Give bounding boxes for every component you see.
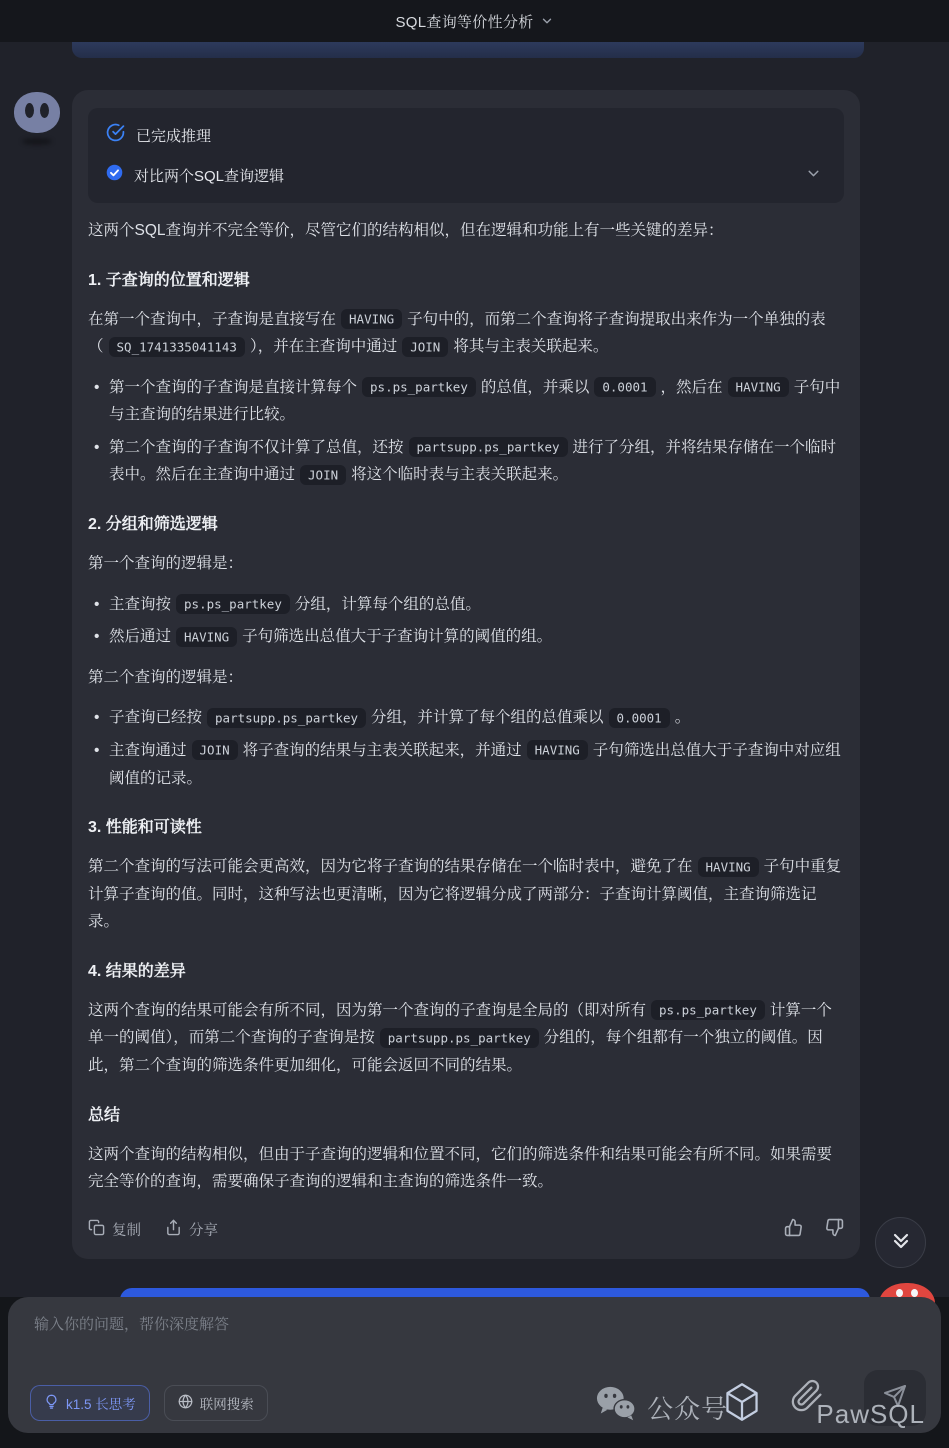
text-segment: 计算一个单一的阈值），而第二个查询的子查询是按 (88, 1001, 832, 1047)
paragraph (88, 550, 844, 578)
paragraph (88, 664, 844, 692)
inline-code: HAVING (341, 309, 402, 329)
text-segment: 分组，并计算了每个组的总值乘以 (371, 709, 604, 727)
inline-code: ps.ps_partkey (176, 594, 290, 614)
text-segment: 分组，计算每个组的总值。 (294, 595, 481, 613)
text-segment: ，然后在 (660, 378, 723, 396)
text-segment: 子句中重复计算子查询的值。同时，这种写法也更清晰，因为它将逻辑分成了两部分：子查询计算阈值，主查询筛选记录。 (88, 858, 842, 931)
inline-code: JOIN (300, 465, 346, 485)
avatar-eye (896, 1289, 903, 1297)
inline-code: partsupp.ps_partkey (207, 708, 366, 728)
text-segment: 进行了分组，并将结果存储在一个临时表中。然后在主查询中通过 (109, 438, 837, 484)
thumbs-down-icon (825, 1218, 844, 1241)
share-label: 分享 (189, 1222, 218, 1239)
inline-code: JOIN (192, 740, 238, 760)
message-input[interactable] (34, 1313, 894, 1383)
list-item (88, 704, 844, 732)
send-button[interactable] (864, 1370, 926, 1426)
text-segment: 子句中的，而第二个查询将子查询提取出来作为一个单独的表（ (88, 310, 826, 356)
reasoning-step-row[interactable] (106, 164, 826, 186)
reasoning-panel[interactable] (88, 108, 844, 203)
inline-code: HAVING (176, 627, 237, 647)
watermark-wechat-label: 公众号 (647, 1394, 729, 1424)
inline-code: partsupp.ps_partkey (380, 1028, 539, 1048)
copy-icon (88, 1219, 105, 1240)
section-heading: 4. 结果的差异 (88, 962, 186, 980)
list-item (88, 374, 844, 429)
conversation-title: SQL查询等价性分析 (395, 13, 534, 31)
assistant-message-card (72, 90, 860, 1259)
inline-code: HAVING (728, 377, 789, 397)
inline-code: ps.ps_partkey (362, 377, 476, 397)
inline-code: ps.ps_partkey (651, 1000, 765, 1020)
bullet-list (88, 591, 844, 651)
share-icon (165, 1219, 182, 1240)
text-segment: 将子查询的结果与主表关联起来，并通过 (242, 741, 522, 759)
inline-code: SQ_1741335041143 (109, 337, 245, 357)
thumbs-down-button[interactable] (825, 1218, 844, 1241)
inline-code: JOIN (402, 337, 448, 357)
section-heading: 总结 (88, 1106, 121, 1124)
paper-plane-icon (883, 1384, 907, 1413)
text-segment: 子查询已经按 (109, 709, 203, 727)
text-segment: 将这个临时表与主表关联起来。 (351, 466, 569, 484)
paragraph (88, 853, 844, 936)
double-chevron-down-icon (889, 1228, 913, 1257)
text-segment: 然后通过 (109, 628, 172, 646)
check-circle-outline-icon (106, 123, 125, 147)
text-segment: 分组的，每个组都有一个独立的阈值。因此，第二个查询的筛选条件更加细化，可能会返回不同的结果。 (88, 1029, 823, 1074)
bullet-list (88, 374, 844, 489)
list-item (88, 737, 844, 792)
avatar-eye (911, 1289, 918, 1297)
watermark-brand-text: PawSQL (816, 1399, 925, 1429)
thumbs-up-icon (784, 1218, 803, 1241)
assistant-message-content (88, 217, 844, 1196)
text-segment: 第一个查询的子查询是直接计算每个 (109, 378, 358, 396)
section-heading: 3. 性能和可读性 (88, 819, 202, 837)
text-segment: 子句筛选出总值大于子查询中对应组阈值的记录。 (109, 741, 841, 787)
thumbs-up-button[interactable] (784, 1218, 803, 1241)
text-segment: ），并在主查询中通过 (249, 338, 398, 356)
text-segment: 子句筛选出总值大于子查询计算的阈值的组。 (242, 628, 553, 646)
paragraph (88, 217, 844, 245)
reasoning-step-label: 对比两个SQL查询逻辑 (134, 167, 285, 185)
paragraph (88, 997, 844, 1080)
text-segment: 的总值，并乘以 (480, 378, 590, 396)
text-segment: 第二个查询的逻辑是： (88, 668, 244, 686)
inline-code: 0.0001 (609, 708, 670, 728)
paragraph (88, 306, 844, 361)
web-search-toggle-button[interactable] (164, 1385, 268, 1421)
text-segment: 主查询通过 (109, 741, 187, 759)
section-heading: 1. 子查询的位置和逻辑 (88, 271, 250, 289)
text-segment: 。 (674, 709, 691, 727)
text-segment: 这两个查询的结果可能会有所不同，因为第一个查询的子查询是全局的（即对所有 (88, 1001, 647, 1019)
chevron-down-icon (540, 14, 554, 28)
reasoning-status-row (106, 123, 826, 147)
web-search-label: 联网搜索 (199, 1397, 254, 1412)
scroll-to-bottom-button[interactable] (875, 1217, 926, 1268)
avatar-shadow (22, 138, 52, 145)
inline-code: partsupp.ps_partkey (409, 437, 568, 457)
message-action-bar (88, 1218, 844, 1241)
avatar-eye (25, 103, 34, 118)
reasoning-done-label: 已完成推理 (136, 127, 212, 145)
check-circle-filled-icon (106, 164, 123, 186)
conversation-header[interactable] (0, 0, 949, 42)
text-segment: 这两个SQL查询并不完全等价，尽管它们的结构相似，但在逻辑和功能上有一些关键的差异： (88, 222, 724, 239)
text-segment: 主查询按 (109, 595, 172, 613)
avatar-eye (40, 103, 49, 118)
list-item (88, 591, 844, 619)
composer-toolbar (30, 1385, 268, 1421)
text-segment: 这两个查询的结构相似，但由于子查询的逻辑和位置不同，它们的筛选条件和结果可能会有所不同。如果需要完全等价的查询，需要确保子查询的逻辑和主查询的筛选条件一致。 (88, 1145, 833, 1191)
chevron-down-icon[interactable] (805, 165, 822, 187)
inline-code: 0.0001 (594, 377, 655, 397)
text-segment: 子句中与主查询的结果进行比较。 (109, 378, 841, 424)
text-segment: 第二个查询的写法可能会更高效，因为它将子查询的结果存储在一个临时表中，避免了在 (88, 858, 693, 876)
list-item (88, 623, 844, 651)
list-item (88, 434, 844, 489)
composer-panel (8, 1297, 941, 1433)
copy-label: 复制 (112, 1222, 141, 1239)
share-button[interactable] (165, 1219, 218, 1240)
assistant-avatar (14, 92, 60, 133)
model-toggle-button[interactable] (30, 1385, 150, 1421)
text-segment: 在第一个查询中，子查询是直接写在 (88, 310, 337, 328)
paragraph (88, 1141, 844, 1196)
inline-code: HAVING (527, 740, 588, 760)
user-message-bubble-partial (72, 42, 864, 58)
section-heading: 2. 分组和筛选逻辑 (88, 516, 218, 534)
bullet-list (88, 704, 844, 792)
model-toggle-label: k1.5 长思考 (66, 1397, 136, 1412)
globe-icon (178, 1394, 193, 1412)
text-segment: 第一个查询的逻辑是： (88, 555, 244, 573)
lightbulb-icon (44, 1394, 59, 1412)
inline-code: HAVING (698, 857, 759, 877)
copy-button[interactable] (88, 1219, 141, 1240)
text-segment: 第二个查询的子查询不仅计算了总值，还按 (109, 438, 404, 456)
text-segment: 将其与主表关联起来。 (453, 338, 609, 356)
